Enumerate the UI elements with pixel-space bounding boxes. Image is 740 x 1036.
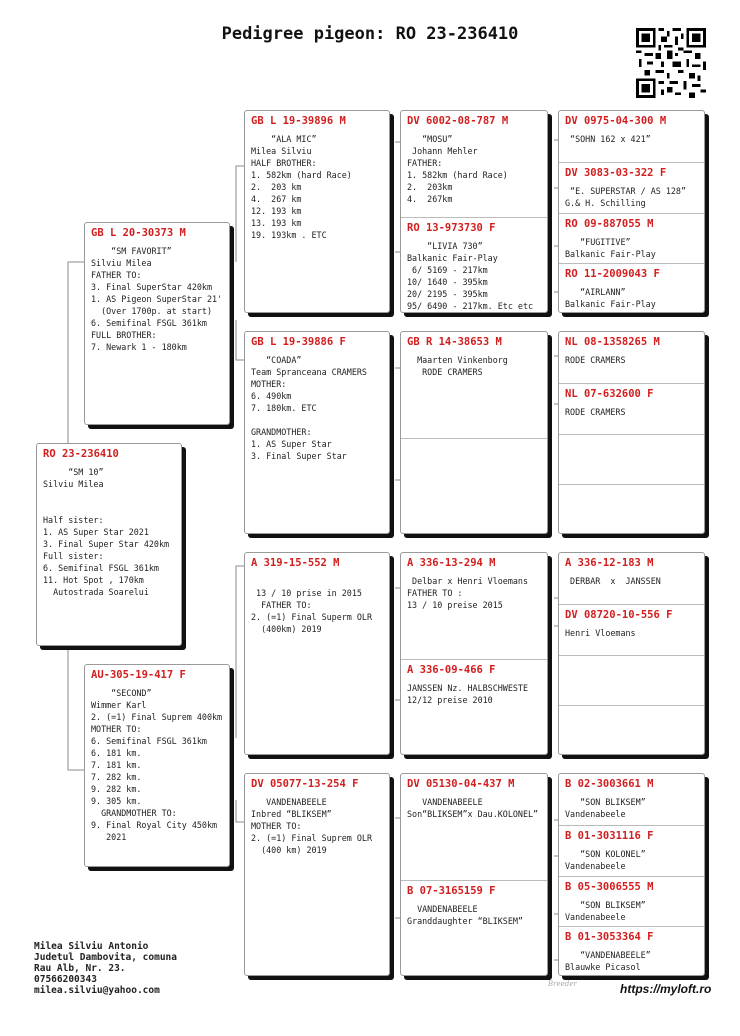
ancestor-card [559, 655, 704, 706]
detail-line: “SON BLIKSEM” [565, 899, 646, 910]
page-title: Pedigree pigeon: RO 23-236410 [221, 24, 519, 44]
main-pigeon-card [36, 443, 182, 646]
detail-line: RODE CRAMERS [565, 355, 626, 365]
detail-line: 1. AS Super Star [251, 439, 332, 449]
detail-line: GRANDMOTHER TO: [91, 808, 177, 818]
detail-line: G.& H. Schilling [565, 197, 646, 208]
pigeon-details [407, 903, 541, 927]
ring-number: B 05-3006555 M [565, 880, 654, 893]
ancestor-card [401, 111, 547, 217]
detail-line: VANDENABEELE [407, 797, 483, 807]
detail-line: 10/ 1640 - 395km [407, 276, 488, 287]
detail-line: 4. 267 km [251, 194, 302, 204]
ring-number: A 319-15-552 M [251, 557, 340, 569]
detail-line: HALF BROTHER: [251, 158, 317, 168]
detail-line [251, 414, 383, 426]
detail-line: 6. Semifinal FSGL 361km [91, 736, 207, 746]
gen4-group-2 [558, 331, 705, 534]
ancestor-card [559, 263, 704, 313]
pigeon-details [407, 133, 541, 205]
detail-line: “SON KOLONEL” [565, 848, 646, 859]
ring-number: DV 6002-08-787 M [407, 115, 509, 127]
detail-line: Wimmer Karl [91, 700, 147, 710]
maternal-grandsire-card [244, 552, 390, 755]
pigeon-details [565, 949, 698, 973]
detail-line: “ALA MIC” [251, 134, 317, 144]
ring-number: DV 0975-04-300 M [565, 115, 667, 127]
ring-number: DV 08720-10-556 F [565, 608, 673, 621]
ancestor-card [401, 774, 547, 880]
detail-line: 1. AS Super Star 2021 [43, 527, 149, 537]
ancestor-card [559, 876, 704, 927]
detail-line: 19. 193km . ETC [251, 230, 327, 240]
detail-line: 9. Final Royal City 450km [91, 820, 218, 830]
ring-number: NL 08-1358265 M [565, 336, 660, 348]
detail-line: 9. 305 km. [91, 796, 142, 806]
detail-line: FATHER TO : [407, 588, 463, 598]
detail-line: Half sister: [43, 515, 104, 525]
detail-line: “SOHN 162 x 421” [565, 134, 651, 144]
detail-line: 4. 267km [407, 194, 453, 204]
pigeon-details [407, 796, 541, 820]
pigeon-details [565, 627, 698, 639]
detail-line: 6. Semifinal FSGL 361km [43, 563, 159, 573]
detail-line: 6. 181 km. [91, 748, 142, 758]
detail-line: Henri Vloemans [565, 627, 636, 638]
ancestor-card [559, 213, 704, 264]
ancestor-card [559, 332, 704, 383]
detail-line: 6/ 5169 - 217km [407, 264, 488, 275]
detail-line: “COADA” [251, 355, 302, 365]
pigeon-details [565, 236, 698, 260]
ring-number: RO 09-887055 M [565, 217, 654, 230]
detail-line: 1. 582km (hard Race) [407, 170, 508, 180]
pigeon-details [251, 354, 383, 462]
ancestor-card [559, 705, 704, 755]
pigeon-details [407, 682, 541, 706]
detail-line: 7. 180km. ETC [251, 403, 317, 413]
gen3-pair-3 [400, 552, 548, 755]
gen4-group-4 [558, 773, 705, 976]
paternal-grandsire-card [244, 110, 390, 313]
pigeon-details [565, 406, 698, 418]
detail-line: DERBAR x JANSSEN [565, 576, 661, 586]
detail-line [43, 502, 175, 514]
detail-line: MOTHER TO: [251, 821, 302, 831]
detail-line: VANDENABEELE [407, 903, 478, 914]
detail-line: (400 km) 2019 [251, 845, 327, 855]
ancestor-card [401, 332, 547, 438]
pigeon-details [251, 133, 383, 241]
detail-line: Vandenabeele [565, 809, 626, 819]
owner-address: Rau Alb, Nr. 23. [34, 963, 126, 974]
ring-number: GB L 19-39896 M [251, 115, 346, 127]
ring-number: GB R 14-38653 M [407, 336, 502, 348]
maternal-granddam-card [244, 773, 390, 976]
ring-number: DV 05130-04-437 M [407, 778, 515, 790]
ancestor-card [559, 434, 704, 485]
breeder-signature: Breeder [548, 980, 577, 988]
detail-line: MOTHER TO: [91, 724, 142, 734]
detail-line: 9. 282 km. [91, 784, 142, 794]
owner-name: Milea Silviu Antonio [34, 941, 149, 952]
detail-line: MOTHER: [251, 379, 287, 389]
detail-line: Granddaughter “BLIKSEM” [407, 915, 523, 926]
pigeon-details [407, 240, 541, 312]
ancestor-card [559, 774, 704, 825]
ring-number: DV 3083-03-322 F [565, 166, 667, 179]
detail-line: 2. (=1) Final Superm OLR [251, 612, 373, 622]
ring-number: RO 13-973730 F [407, 221, 496, 234]
detail-line: 2. (=1) Final Suprem 400km [91, 712, 223, 722]
owner-phone: 07566200343 [34, 974, 97, 985]
ring-number: RO 23-236410 [43, 448, 119, 460]
detail-line: VANDENABEELE [251, 797, 327, 807]
detail-line: Milea Silviu [251, 146, 312, 156]
detail-line: (Over 1700p. at start) [91, 306, 213, 316]
pigeon-details [565, 133, 698, 145]
detail-line: Team Spranceana CRAMERS [251, 367, 367, 377]
ring-number: NL 07-632600 F [565, 387, 654, 400]
pigeon-details [565, 286, 698, 310]
gen4-group-3 [558, 552, 705, 755]
ancestor-card [401, 659, 547, 755]
detail-line: 1. AS Pigeon SuperStar 21' [91, 294, 223, 304]
pigeon-details [251, 575, 383, 635]
website-link[interactable]: https://myloft.ro [620, 982, 712, 996]
ring-number: AU-305-19-417 F [91, 669, 186, 681]
detail-line: “AIRLANN” [565, 287, 626, 298]
pigeon-details [91, 687, 223, 843]
detail-line: 6. 490km [251, 391, 292, 401]
detail-line: 95/ 6490 - 217km. Etc etc [407, 300, 534, 311]
detail-line: 2021 [91, 832, 127, 842]
pigeon-details [407, 575, 541, 611]
detail-line: 6. Semifinal FSGL 361km [91, 318, 207, 328]
ancestor-card [401, 438, 547, 534]
detail-line: 2. 203 km [251, 182, 302, 192]
ancestor-card [559, 111, 704, 162]
detail-line: 12/12 preise 2010 [407, 694, 493, 705]
pigeon-details [565, 575, 698, 587]
pigeon-details [43, 466, 175, 598]
detail-line: “VANDENABEELE” [565, 950, 651, 961]
pigeon-details [565, 185, 698, 209]
pigeon-details [565, 354, 698, 366]
pigeon-details [251, 796, 383, 856]
detail-line: 2. (=1) Final Suprem OLR [251, 833, 373, 843]
sire-card [84, 222, 230, 425]
detail-line: “FUGITIVE” [565, 236, 631, 247]
detail-line: Balkanic Fair-Play [565, 248, 656, 259]
pigeon-details [565, 796, 698, 820]
ring-number: DV 05077-13-254 F [251, 778, 359, 790]
detail-line: 3. Final SuperStar 420km [91, 282, 213, 292]
gen3-pair-4 [400, 773, 548, 976]
owner-contact-block [34, 941, 177, 996]
detail-line: Johann Mehler [407, 146, 478, 156]
ancestor-card [559, 926, 704, 976]
ancestor-card [401, 553, 547, 659]
ancestor-card [401, 217, 547, 313]
ring-number: A 336-13-294 M [407, 557, 496, 569]
owner-county: Judetul Dambovita, comuna [34, 952, 177, 963]
detail-line: Balkanic Fair-Play [565, 299, 656, 310]
ring-number: A 336-12-183 M [565, 557, 654, 569]
owner-email[interactable]: milea.silviu@yahoo.com [34, 985, 160, 996]
detail-line: 7. 181 km. [91, 760, 142, 770]
pigeon-details [407, 354, 541, 378]
detail-line: JANSSEN Nz. HALBSCHWESTE [407, 682, 529, 693]
detail-line: “SM FAVORIT” [91, 246, 172, 256]
ring-number: B 07-3165159 F [407, 884, 496, 897]
detail-line: Delbar x Henri Vloemans [407, 576, 529, 586]
detail-line: 3. Final Super Star 420km [43, 539, 170, 549]
detail-line: Vandenabeele [565, 860, 626, 871]
detail-line: “LIVIA 730” [407, 240, 483, 251]
ring-number: A 336-09-466 F [407, 663, 496, 676]
detail-line: 12. 193 km [251, 206, 302, 216]
detail-line: 11. Hot Spot , 170km [43, 575, 144, 585]
pigeon-details [91, 245, 223, 353]
ring-number: B 01-3031116 F [565, 829, 654, 842]
detail-line: “SON BLIKSEM” [565, 797, 646, 807]
detail-line: “E. SUPERSTAR / AS 128” [565, 185, 687, 196]
detail-line: RODE CRAMERS [407, 367, 483, 377]
detail-line: Son“BLIKSEM”x Dau.KOLONEL” [407, 809, 539, 819]
detail-line: 13. 193 km [251, 218, 302, 228]
detail-line: “MOSU” [407, 134, 453, 144]
detail-line: Blauwke Picasol [565, 962, 641, 973]
detail-line: FATHER: [407, 158, 443, 168]
ancestor-card [559, 604, 704, 655]
ancestor-card [559, 825, 704, 876]
ancestor-card [559, 553, 704, 604]
detail-line: “SM 10” [43, 467, 104, 477]
detail-line: Balkanic Fair-Play [407, 252, 498, 263]
detail-line: 1. 582km (hard Race) [251, 170, 352, 180]
detail-line: (400km) 2019 [251, 624, 322, 634]
detail-line: FATHER TO: [91, 270, 142, 280]
ring-number: GB L 19-39886 F [251, 336, 346, 348]
detail-line: FULL BROTHER: [91, 330, 157, 340]
ring-number: B 01-3053364 F [565, 931, 654, 944]
detail-line: 13 / 10 preise 2015 [407, 600, 503, 610]
detail-line: 7. 282 km. [91, 772, 142, 782]
detail-line: 3. Final Super Star [251, 451, 347, 461]
ring-number: GB L 20-30373 M [91, 227, 186, 239]
ring-number: B 02-3003661 M [565, 778, 654, 790]
detail-line: 7. Newark 1 - 180km [91, 342, 187, 352]
detail-line: Silviu Milea [43, 479, 104, 489]
detail-line: GRANDMOTHER: [251, 427, 312, 437]
ancestor-card [559, 484, 704, 534]
detail-line: 20/ 2195 - 395km [407, 288, 488, 299]
detail-line: “SECOND” [91, 688, 152, 698]
detail-line [43, 490, 175, 502]
detail-line: Maarten Vinkenborg [407, 355, 508, 365]
ancestor-card [559, 162, 704, 213]
gen4-group-1 [558, 110, 705, 313]
ring-number: RO 11-2009043 F [565, 268, 660, 281]
gen3-pair-1 [400, 110, 548, 313]
detail-line: Silviu Milea [91, 258, 152, 268]
ancestor-card [559, 383, 704, 434]
pigeon-details [565, 899, 698, 923]
detail-line: RODE CRAMERS [565, 406, 626, 417]
dam-card [84, 664, 230, 867]
paternal-granddam-card [244, 331, 390, 534]
gen3-pair-2 [400, 331, 548, 534]
ancestor-card [401, 880, 547, 976]
detail-line: Vandenabeele [565, 911, 626, 922]
detail-line: Full sister: [43, 551, 104, 561]
detail-line: FATHER TO: [251, 600, 312, 610]
detail-line: 13 / 10 prise in 2015 [251, 588, 362, 598]
pigeon-details [565, 848, 698, 872]
detail-line: 2. 203km [407, 182, 453, 192]
detail-line [251, 575, 383, 587]
detail-line: Inbred “BLIKSEM” [251, 809, 332, 819]
detail-line: Autostrada Soarelui [43, 587, 149, 597]
